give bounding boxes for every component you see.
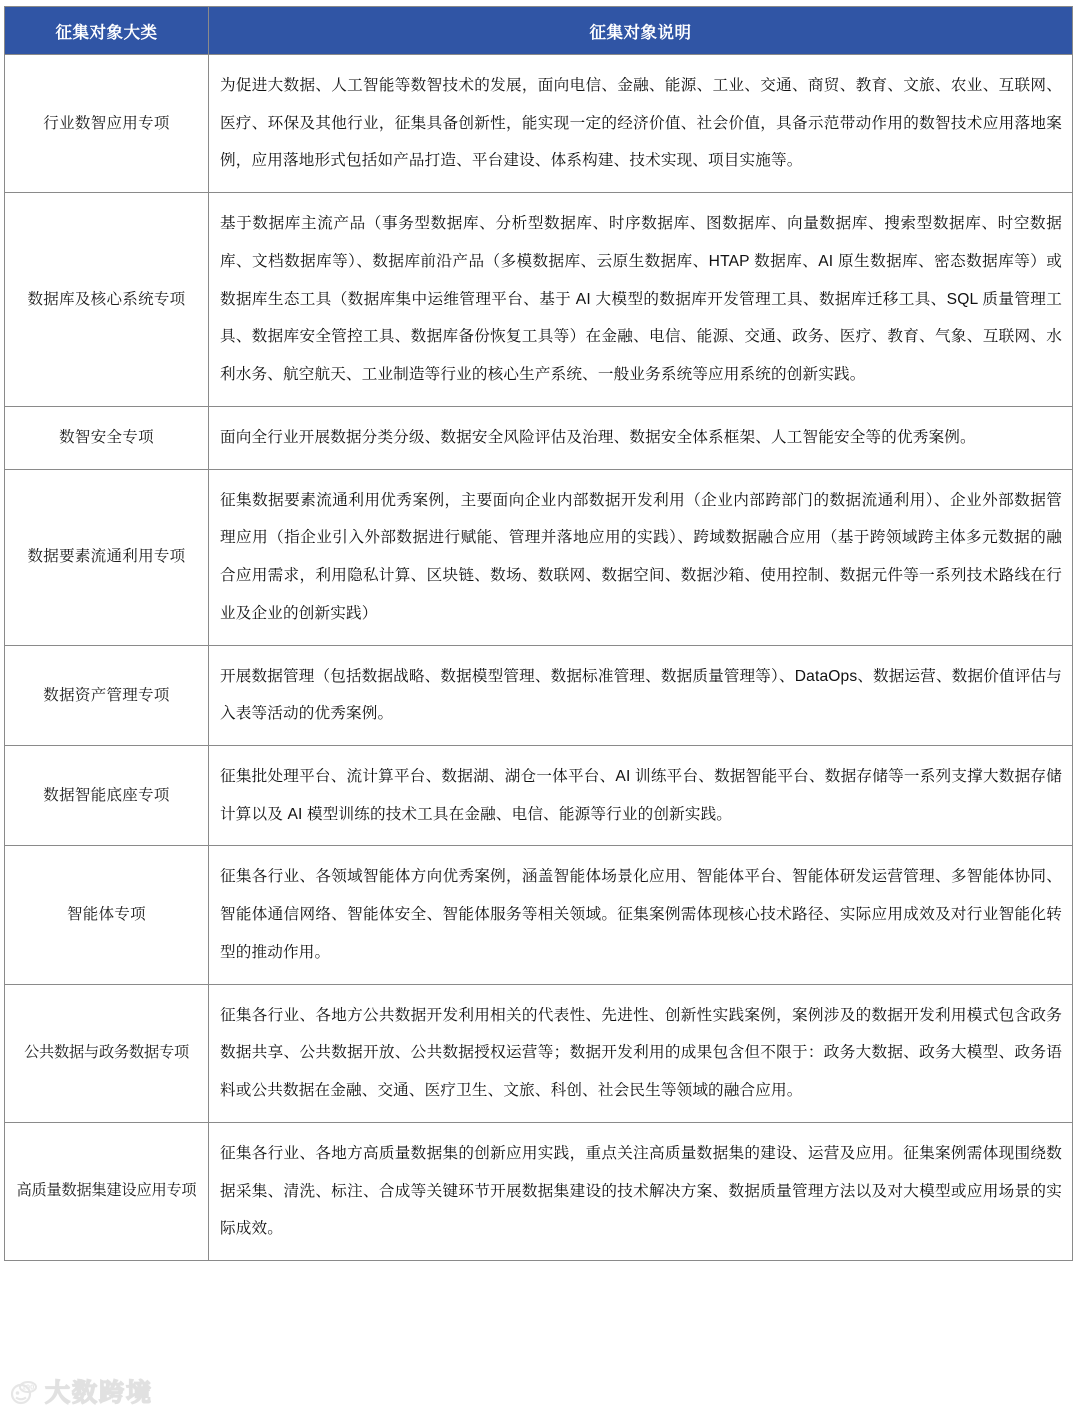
table-header bbox=[5, 7, 1073, 55]
table-row bbox=[5, 645, 1073, 745]
watermark-logo-icon bbox=[8, 1378, 38, 1408]
watermark-text: 大数跨境 bbox=[45, 1378, 154, 1407]
cell-category: 行业数智应用专项 bbox=[5, 55, 209, 193]
cell-description: 基于数据库主流产品（事务型数据库、分析型数据库、时序数据库、图数据库、向量数据库、搜索型数据库、时空数据库、文档数据库等）、数据库前沿产品（多模数据库、云原生数据库、HTAP 数据库、AI 原生数据库、密态数据库等）或数据库生态工具（数据库集中运维管理平台、基于 AI 大模型的数据库开发管理工具、数据库迁移工具、SQL 质量管理工具、数据库安全管控工具、数据库备份恢复工具等）在金融、电信、能源、交通、政务、医疗、教育、气象、互联网、水利水务、航空航天、工业制造等行业的核心生产系统、一般业务系统等应用系统的创新实践。 bbox=[209, 193, 1073, 407]
table-row bbox=[5, 55, 1073, 193]
column-header-description: 征集对象说明 bbox=[209, 7, 1073, 55]
table-row bbox=[5, 746, 1073, 846]
watermark bbox=[8, 1378, 153, 1408]
cell-category: 公共数据与政务数据专项 bbox=[5, 984, 209, 1122]
table-row bbox=[5, 846, 1073, 984]
collection-table-container bbox=[4, 6, 1072, 1261]
cell-category: 数据要素流通利用专项 bbox=[5, 469, 209, 645]
cell-description: 征集批处理平台、流计算平台、数据湖、湖仓一体平台、AI 训练平台、数据智能平台、数据存储等一系列支撑大数据存储计算以及 AI 模型训练的技术工具在金融、电信、能源等行业的创新实践。 bbox=[209, 746, 1073, 846]
cell-description: 为促进大数据、人工智能等数智技术的发展，面向电信、金融、能源、工业、交通、商贸、教育、文旅、农业、互联网、医疗、环保及其他行业，征集具备创新性，能实现一定的经济价值、社会价值，具备示范带动作用的数智技术应用落地案例，应用落地形式包括如产品打造、平台建设、体系构建、技术实现、项目实施等。 bbox=[209, 55, 1073, 193]
table-row bbox=[5, 1122, 1073, 1260]
table-row bbox=[5, 984, 1073, 1122]
cell-description: 面向全行业开展数据分类分级、数据安全风险评估及治理、数据安全体系框架、人工智能安全等的优秀案例。 bbox=[209, 406, 1073, 469]
cell-description: 征集各行业、各领域智能体方向优秀案例，涵盖智能体场景化应用、智能体平台、智能体研发运营管理、多智能体协同、智能体通信网络、智能体安全、智能体服务等相关领域。征集案例需体现核心技术路径、实际应用成效及对行业智能化转型的推动作用。 bbox=[209, 846, 1073, 984]
collection-scope-table bbox=[4, 6, 1073, 1261]
cell-description: 征集数据要素流通利用优秀案例，主要面向企业内部数据开发利用（企业内部跨部门的数据流通利用）、企业外部数据管理应用（指企业引入外部数据进行赋能、管理并落地应用的实践）、跨域数据融合应用（基于跨领域跨主体多元数据的融合应用需求，利用隐私计算、区块链、数场、数联网、数据空间、数据沙箱、使用控制、数据元件等一系列技术路线在行业及企业的创新实践） bbox=[209, 469, 1073, 645]
table-header-row bbox=[5, 7, 1073, 55]
cell-category: 智能体专项 bbox=[5, 846, 209, 984]
table-body bbox=[5, 55, 1073, 1261]
column-header-category: 征集对象大类 bbox=[5, 7, 209, 55]
cell-category: 数据资产管理专项 bbox=[5, 645, 209, 745]
table-row bbox=[5, 193, 1073, 407]
table-row bbox=[5, 469, 1073, 645]
svg-text:100: 100 bbox=[21, 1382, 35, 1392]
cell-category: 数据智能底座专项 bbox=[5, 746, 209, 846]
cell-category: 数据库及核心系统专项 bbox=[5, 193, 209, 407]
cell-description: 征集各行业、各地方公共数据开发利用相关的代表性、先进性、创新性实践案例，案例涉及的数据开发利用模式包含政务数据共享、公共数据开放、公共数据授权运营等；数据开发利用的成果包含但不限于：政务大数据、政务大模型、政务语料或公共数据在金融、交通、医疗卫生、文旅、科创、社会民生等领域的融合应用。 bbox=[209, 984, 1073, 1122]
cell-category: 数智安全专项 bbox=[5, 406, 209, 469]
cell-description: 征集各行业、各地方高质量数据集的创新应用实践，重点关注高质量数据集的建设、运营及应用。征集案例需体现围绕数据采集、清洗、标注、合成等关键环节开展数据集建设的技术解决方案、数据质量管理方法以及对大模型或应用场景的实际成效。 bbox=[209, 1122, 1073, 1260]
cell-description: 开展数据管理（包括数据战略、数据模型管理、数据标准管理、数据质量管理等）、DataOps、数据运营、数据价值评估与入表等活动的优秀案例。 bbox=[209, 645, 1073, 745]
table-row bbox=[5, 406, 1073, 469]
cell-category: 高质量数据集建设应用专项 bbox=[5, 1122, 209, 1260]
